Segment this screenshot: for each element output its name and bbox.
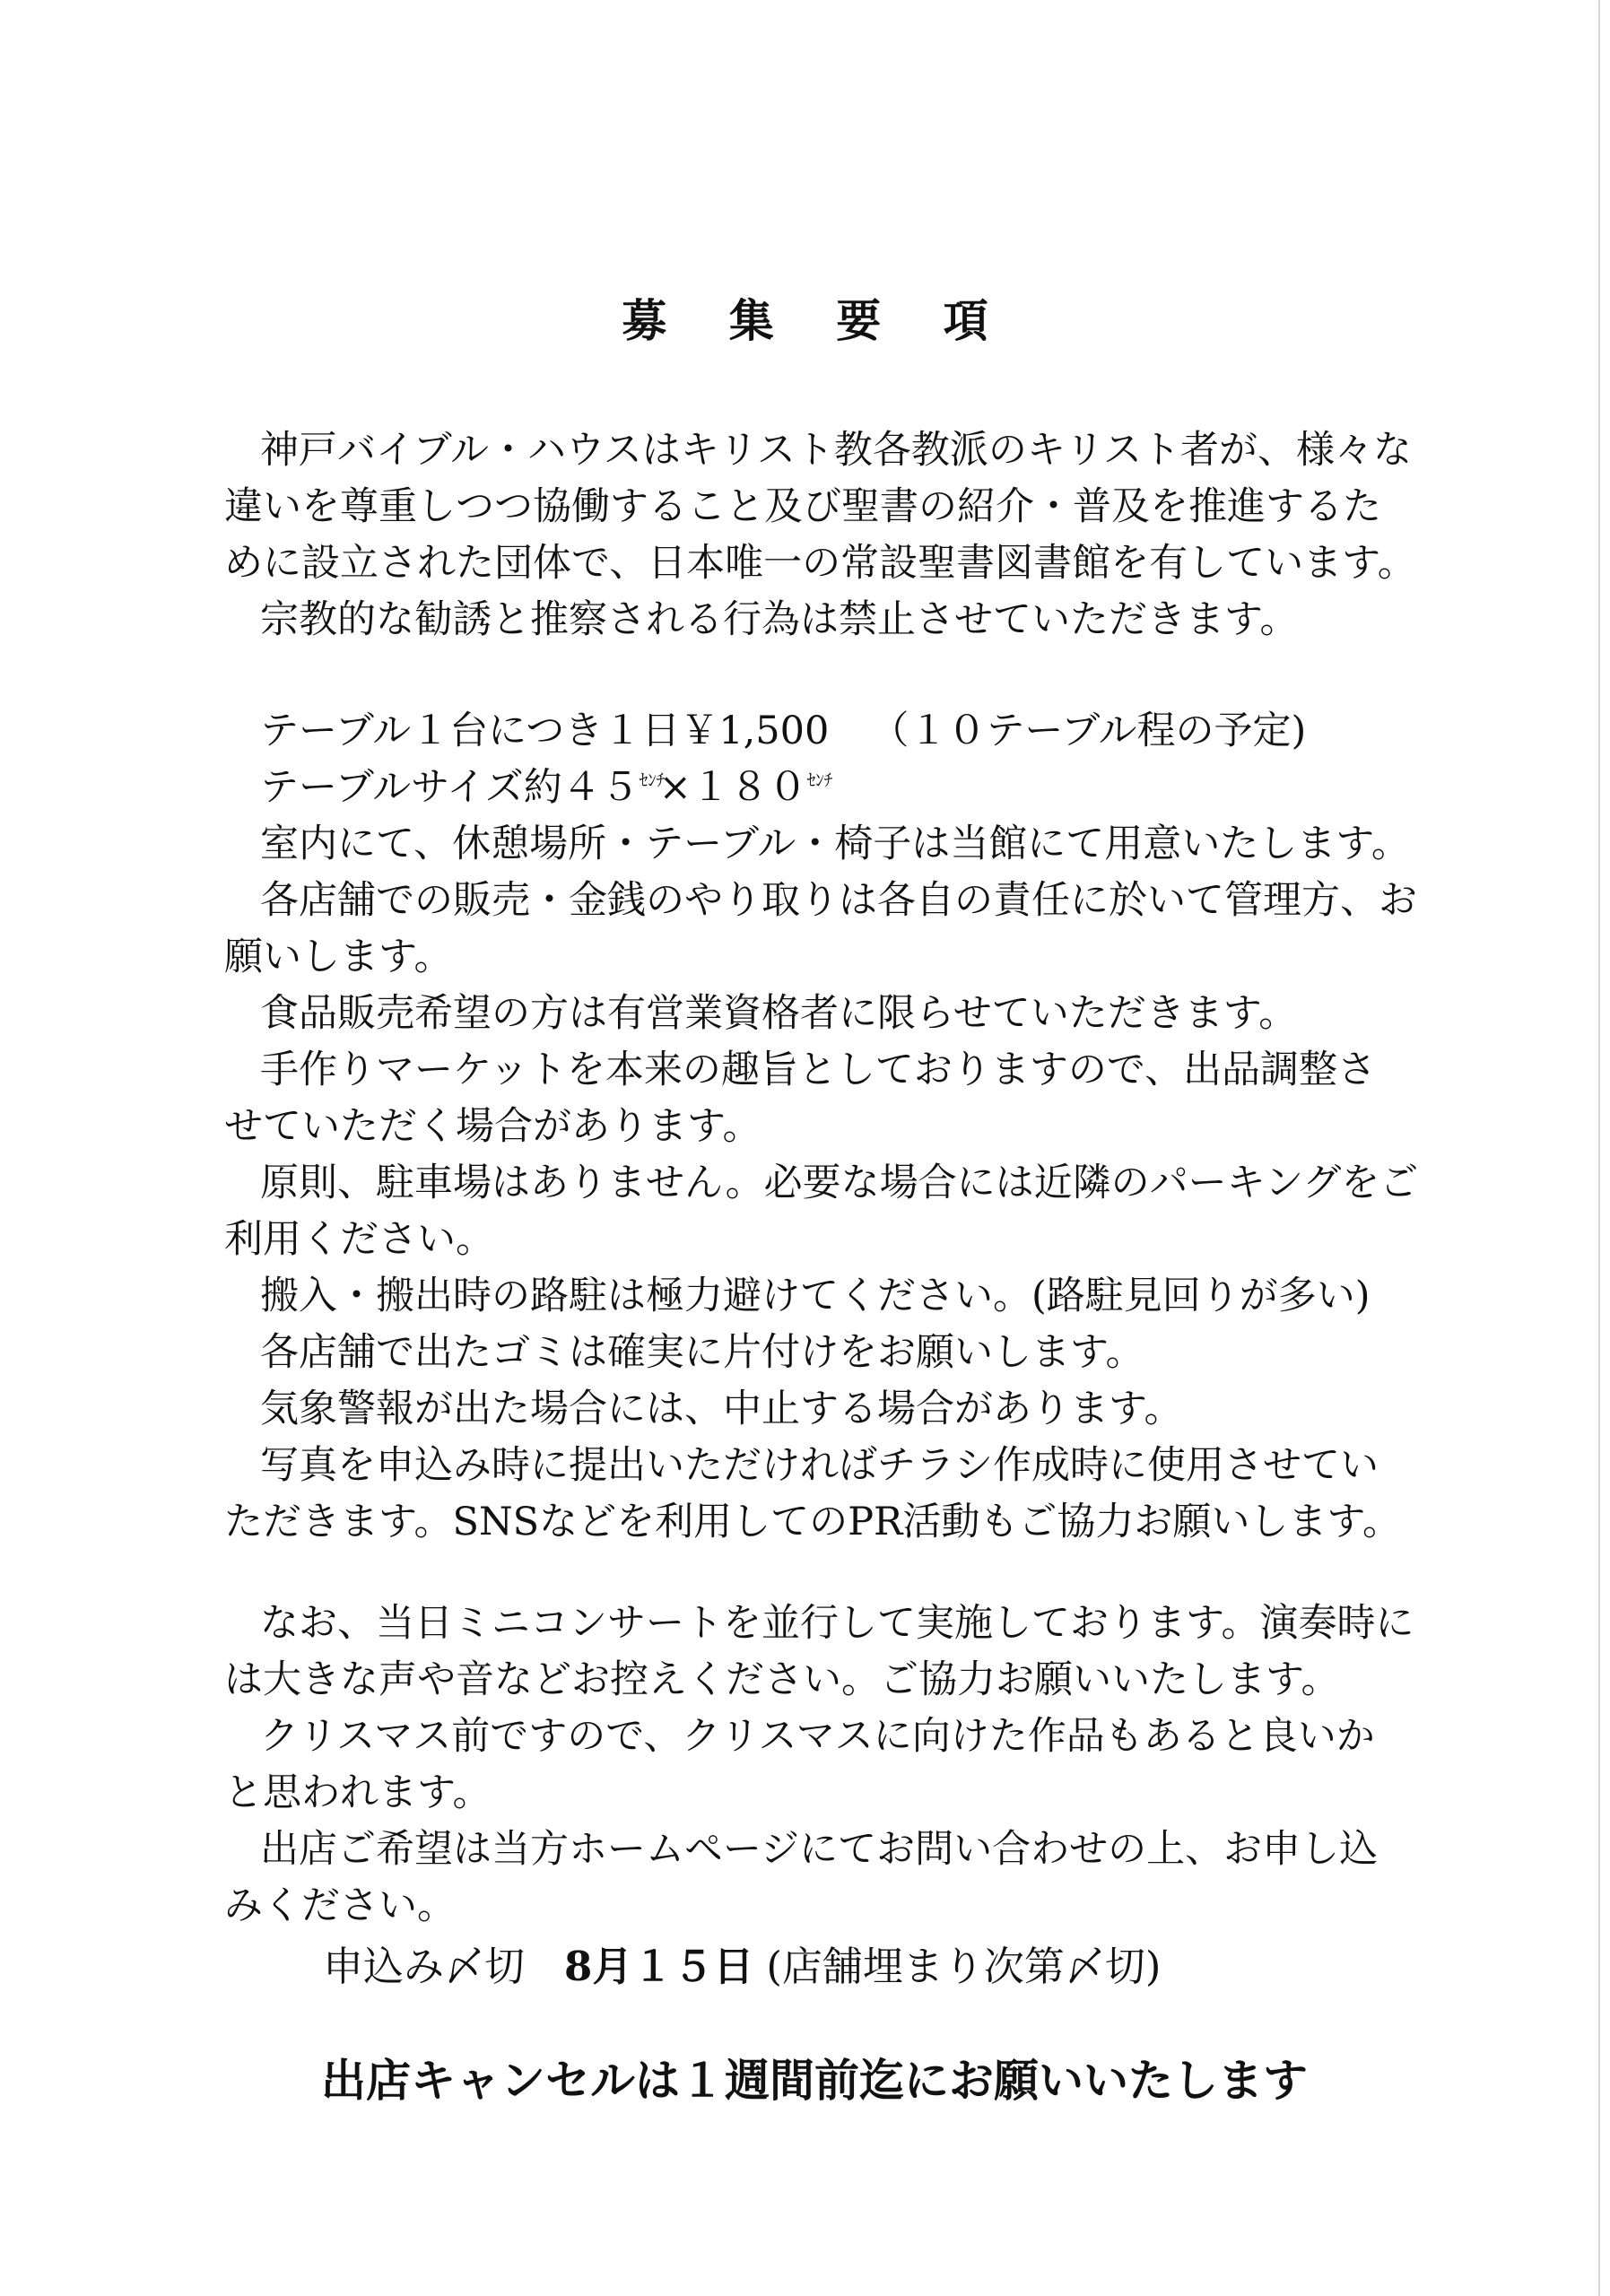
sales-note: 願いします。 — [224, 935, 453, 979]
rest-area-note: 室内にて、休憩場所・テーブル・椅子は当館にて用意いたします。 — [260, 822, 1410, 866]
christmas-note: クリスマス前ですので、クリスマスに向けた作品もあると良いか — [260, 1714, 1375, 1759]
deadline-note: (店舗埋まり次第〆切) — [766, 1943, 1162, 1990]
handmade-note: せていただく場合があります。 — [224, 1104, 761, 1149]
sales-note: 各店舗での販売・金銭のやり取りは各自の責任に於いて管理方、お — [260, 878, 1417, 923]
table-fee — [260, 708, 1306, 754]
weather-note: 気象警報が出た場合には、中止する場合があります。 — [260, 1387, 1183, 1431]
table-fee-note: （１０テーブル程の予定) — [870, 709, 1307, 753]
food-note: 食品販売希望の方は有営業資格者に限らせていただきます。 — [260, 991, 1298, 1036]
unit-centimeter: ｾﾝﾁ — [806, 770, 833, 790]
photo-note: ただきます。SNSなどを利用してのPR活動もご協力お願いします。 — [224, 1500, 1401, 1544]
intro-paragraph-line: 神戸バイブル・ハウスはキリスト教各教派のキリスト者が、様々な — [260, 428, 1412, 473]
parking-note: 原則、駐車場はありません。必要な場合には近隣のパーキングをご — [260, 1161, 1419, 1205]
prohibition-notice: 宗教的な勧誘と推察される行為は禁止させていただきます。 — [260, 597, 1299, 642]
table-size-prefix: テーブルサイズ約４５ — [260, 765, 640, 810]
application-note: みください。 — [224, 1883, 456, 1928]
garbage-note: 各店舗で出たゴミは確実に片付けをお願いします。 — [260, 1330, 1144, 1375]
unit-centimeter: ｾﾝﾁ — [639, 770, 666, 790]
intro-paragraph-line: 違いを尊重しつつ協働すること及び聖書の紹介・普及を推進するた — [224, 484, 1381, 529]
loading-note: 搬入・搬出時の路駐は極力避けてください。(路駐見回りが多い) — [260, 1274, 1371, 1318]
application-note: 出店ご希望は当方ホームページにてお問い合わせの上、お申し込 — [260, 1827, 1379, 1872]
deadline-label: 申込み〆切 — [323, 1943, 526, 1990]
deadline-date: 8月１５日 — [564, 1943, 754, 1990]
table-size — [260, 764, 833, 811]
table-fee-text: テーブル１台につき１日￥1,500 — [260, 709, 830, 753]
intro-paragraph-line: めに設立された団体で、日本唯一の常設聖書図書館を有しています。 — [224, 541, 1416, 586]
christmas-note: と思われます。 — [224, 1770, 492, 1815]
application-deadline — [323, 1934, 1161, 1992]
table-size-mid: ×１８０ — [658, 765, 807, 810]
concert-note: は大きな声や音などお控えください。ご協力お願いいたします。 — [224, 1657, 1340, 1702]
cancellation-notice: 出店キャンセルは１週間前迄にお願いいたします — [321, 2054, 1308, 2107]
photo-note: 写真を申込み時に提出いただければチラシ作成時に使用させてい — [260, 1443, 1379, 1488]
page-title: 募 集 要 項 — [622, 294, 1012, 347]
handmade-note: 手作りマーケットを本来の趣旨としておりますので、出品調整さ — [260, 1048, 1376, 1092]
concert-note: なお、当日ミニコンサートを並行して実施しております。演奏時に — [260, 1601, 1414, 1646]
parking-note: 利用ください。 — [224, 1217, 494, 1262]
